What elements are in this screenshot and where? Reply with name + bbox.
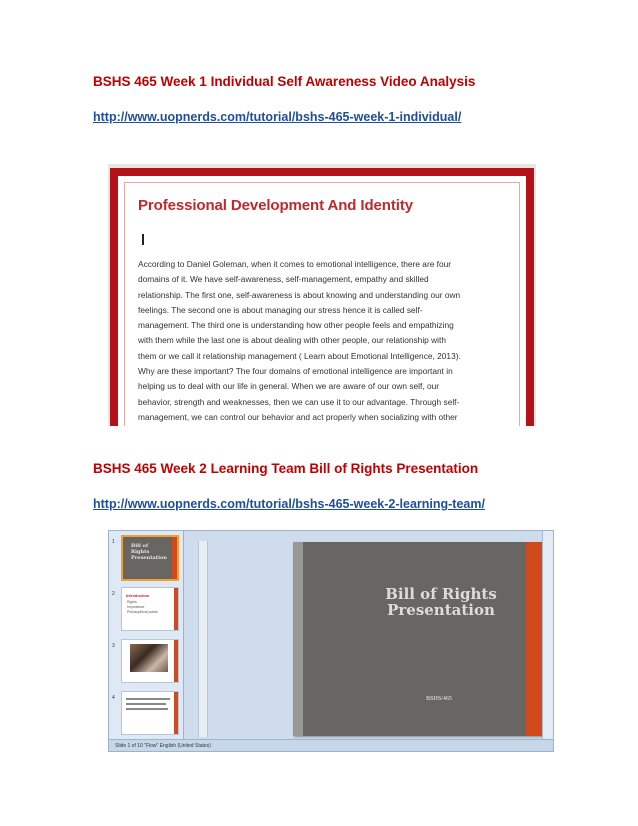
document-screenshot [108,164,536,426]
body-line: management, we can control our behavior and act properly when socializing with other [138,411,458,422]
slide-subtitle: BSHS/465 [426,696,452,702]
thumb3-photo [130,644,168,672]
text-cursor [142,234,144,245]
thumb2-item: Philosophical points [127,610,158,614]
thumb4-accent [174,692,178,734]
slide-left-bar [293,542,303,736]
vertical-scrollbar[interactable] [542,531,553,741]
thumb2-item: Importance [127,605,145,609]
thumb-number: 1 [112,539,115,545]
body-line: relationship. The first one, self-awareness is about knowing and understanding our own [138,289,461,300]
presentation-screenshot [108,530,554,752]
thumb-number: 3 [112,643,115,649]
slide-thumbnail-4[interactable] [121,691,179,735]
body-line: helping us to deal with our life in general. When we are aware of our own self, our [138,381,440,392]
thumb-number: 4 [112,695,115,701]
body-line: with them while the last one is about dealing with other people, our relationship with [138,335,446,346]
thumb4-text-line [126,698,170,700]
thumb3-accent [174,640,178,682]
slide-thumbnail-3[interactable] [121,639,179,683]
thumb1-accent [172,537,177,579]
vertical-ruler [198,541,208,737]
main-slide [293,542,545,736]
section2-title: BSHS 465 Week 2 Learning Team Bill of Rights Presentation [93,461,479,476]
body-line: behavior, strength and weaknesses, then we can use it to our advantage. Through self- [138,396,460,407]
thumb1-title: Bill of Rights Presentation [131,543,167,561]
body-line: management. The third one is understanding how other people feels and empathizing [138,320,454,331]
thumb2-accent [174,588,178,630]
body-line: them or we call it relationship management ( Learn about Emotional Intelligence, 2013). [138,350,461,361]
slide-title-line: Bill of Rights [385,585,497,603]
body-line: According to Daniel Goleman, when it comes to emotional intelligence, there are four [138,259,452,269]
thumb4-text-line [126,703,166,705]
thumb2-heading: Introduction [126,593,150,598]
body-line: domains of it. We have self-awareness, self-management, empathy and skilled [138,274,429,285]
slide-thumbnail-1[interactable] [121,535,179,581]
section1-link[interactable]: http://www.uopnerds.com/tutorial/bshs-465-week-1-individual/ [93,110,462,124]
slide-thumbnail-pane [109,531,184,741]
screenshot-body [138,257,498,425]
section2-link[interactable]: http://www.uopnerds.com/tutorial/bshs-465-week-2-learning-team/ [93,497,485,511]
thumb4-text-line [126,708,168,710]
slide-thumbnail-2[interactable] [121,587,179,631]
slide-title [371,586,511,618]
section1-title: BSHS 465 Week 1 Individual Self Awareness Video Analysis [93,74,476,89]
slide-title-line: Presentation [387,601,495,619]
status-bar: Slide 1 of 10 "Flow" English (United States) [109,739,553,751]
body-line: Why are these important? The four domains of emotional intelligence are important in [138,366,453,377]
body-line: feelings. The second one is about managing our stress hence it is called self- [138,304,423,315]
screenshot-heading: Professional Development And Identity [138,197,413,214]
thumb2-item: Rights [127,600,137,604]
thumb-number: 2 [112,591,115,597]
